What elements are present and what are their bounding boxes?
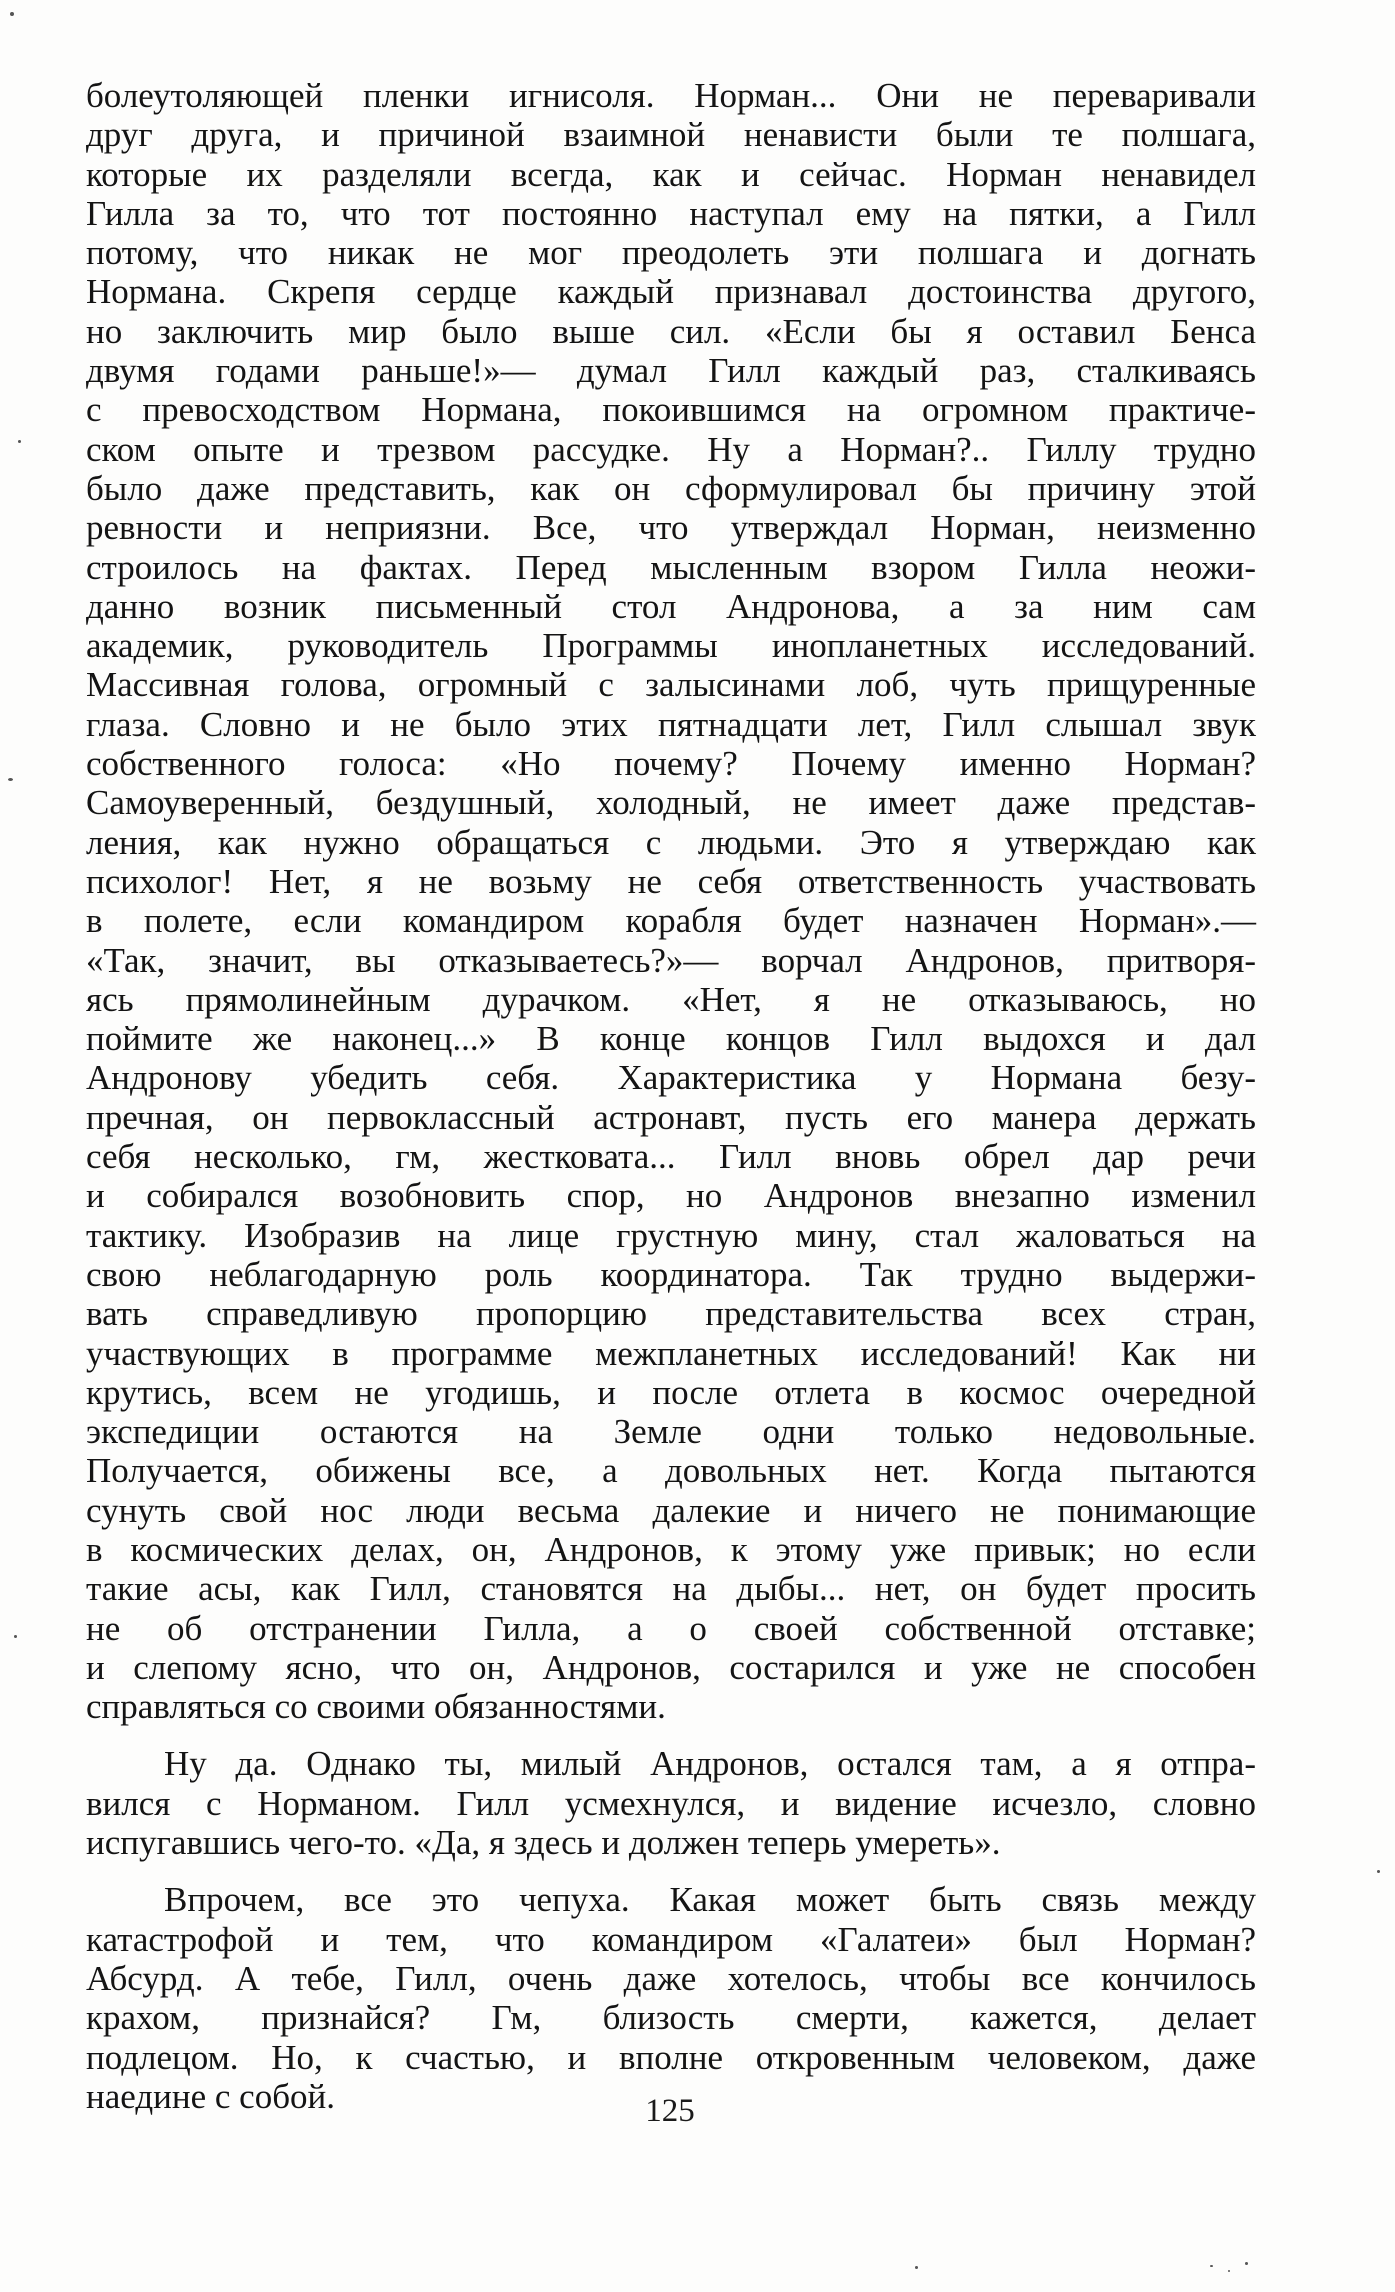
text-line: Самоуверенный, бездушный, холодный, не имеет даже представ- [86, 783, 1256, 823]
text-line: ском опыте и трезвом рассудке. Ну а Норман?.. Гиллу трудно [86, 429, 1256, 469]
text-line: ревности и неприязни. Все, что утверждал Норман, неизменно [86, 508, 1256, 548]
scan-speck [8, 778, 13, 781]
text-line: двумя годами раньше!»— думал Гилл каждый раз, сталкиваясь [86, 351, 1256, 391]
text-line: но заключить мир было выше сил. «Если бы я оставил Бенса [86, 311, 1256, 351]
text-line: Массивная голова, огромный с залысинами лоб, чуть прищуренные [86, 665, 1256, 705]
text-line: экспедиции остаются на Земле одни только недовольные. [86, 1412, 1256, 1452]
scan-speck [915, 2266, 918, 2269]
text-line: поймите же наконец...» В конце концов Гилл выдохся и дал [86, 1019, 1256, 1059]
page-number: 125 [645, 2093, 695, 2129]
paragraph [86, 1744, 1256, 1862]
text-line: вился с Норманом. Гилл усмехнулся, и видение исчезло, словно [86, 1783, 1256, 1823]
scan-speck [1210, 2265, 1213, 2267]
text-line: Абсурд. А тебе, Гилл, очень даже хотелось, чтобы все кончилось [86, 1958, 1256, 1998]
text-line: Ну да. Однако ты, милый Андронов, остался там, а я отпра- [164, 1744, 1256, 1784]
text-line: друг друга, и причиной взаимной ненависти были те полшага, [86, 115, 1256, 155]
text-line: крутись, всем не угодишь, и после отлета в космос очередной [86, 1372, 1256, 1412]
text-line: не об отстранении Гилла, а о своей собственной отставке; [86, 1608, 1256, 1648]
scan-speck [1245, 2262, 1248, 2265]
text-line: участвующих в программе межпланетных исследований! Как ни [86, 1333, 1256, 1373]
text-line: данно возник письменный стол Андронова, а за ним сам [86, 586, 1256, 626]
text-line: себя несколько, гм, жестковата... Гилл вновь обрел дар речи [86, 1137, 1256, 1177]
text-line: ясь прямолинейным дурачком. «Нет, я не отказываюсь, но [86, 979, 1256, 1019]
scan-speck [10, 12, 14, 16]
text-line: и слепому ясно, что он, Андронов, состарился и уже не способен [86, 1647, 1256, 1687]
text-line: глаза. Словно и не было этих пятнадцати лет, Гилл слышал звук [86, 704, 1256, 744]
paragraph-gap [86, 1726, 1256, 1744]
text-line: психолог! Нет, я не возьму не себя ответственность участвовать [86, 861, 1256, 901]
text-line: и собирался возобновить спор, но Андронов внезапно изменил [86, 1176, 1256, 1216]
scan-speck [14, 1635, 17, 1638]
scan-speck [1377, 1870, 1380, 1873]
text-line: потому, что никак не мог преодолеть эти полшага и догнать [86, 233, 1256, 273]
text-line: Впрочем, все это чепуха. Какая может быть связь между [164, 1880, 1256, 1920]
scan-speck [18, 440, 21, 443]
text-line: ления, как нужно обращаться с людьми. Это я утверждаю как [86, 822, 1256, 862]
text-line: крахом, признайся? Гм, близость смерти, кажется, делает [86, 1998, 1256, 2038]
text-line: с превосходством Нормана, покоившимся на огромном практиче- [86, 390, 1256, 430]
paragraph-gap [86, 1862, 1256, 1880]
paragraph [86, 76, 1256, 1726]
text-line: Нормана. Скрепя сердце каждый признавал достоинства другого, [86, 272, 1256, 312]
text-line: болеутоляющей пленки игнисоля. Норман... Они не переваривали [86, 76, 1256, 115]
text-line: строилось на фактах. Перед мысленным взором Гилла неожи- [86, 547, 1256, 587]
text-line: «Так, значит, вы отказываетесь?»— ворчал Андронов, притворя- [86, 940, 1256, 980]
text-line: Андронову убедить себя. Характеристика у Нормана безу- [86, 1058, 1256, 1098]
text-line: наедине с собой. [86, 2076, 335, 2116]
text-line: тактику. Изобразив на лице грустную мину, стал жаловаться на [86, 1215, 1256, 1255]
text-line: катастрофой и тем, что командиром «Галатеи» был Норман? [86, 1919, 1256, 1959]
text-line: Гилла за то, что тот постоянно наступал ему на пятки, а Гилл [86, 193, 1256, 233]
text-line: подлецом. Но, к счастью, и вполне откровенным человеком, даже [86, 2037, 1256, 2077]
text-line: которые их разделяли всегда, как и сейчас. Норман ненавидел [86, 154, 1256, 194]
text-line: свою неблагодарную роль координатора. Так трудно выдержи- [86, 1254, 1256, 1294]
text-line: Получается, обижены все, а довольных нет. Когда пытаются [86, 1451, 1256, 1491]
text-line: пречная, он первоклассный астронавт, пусть его манера держать [86, 1097, 1256, 1137]
text-line: в космических делах, он, Андронов, к этому уже привык; но если [86, 1529, 1256, 1569]
text-line: было даже представить, как он сформулировал бы причину этой [86, 468, 1256, 508]
text-line: такие асы, как Гилл, становятся на дыбы... нет, он будет просить [86, 1569, 1256, 1609]
text-line: справляться со своими обязанностями. [86, 1687, 666, 1727]
text-line: вать справедливую пропорцию представительства всех стран, [86, 1294, 1256, 1334]
scan-speck [1228, 2270, 1230, 2272]
body-text [86, 76, 1256, 2116]
paragraph [86, 1880, 1256, 2116]
text-line: собственного голоса: «Но почему? Почему именно Норман? [86, 744, 1256, 784]
text-line: в полете, если командиром корабля будет назначен Норман».— [86, 901, 1256, 941]
text-line: сунуть свой нос люди весьма далекие и ничего не понимающие [86, 1490, 1256, 1530]
text-line: академик, руководитель Программы инопланетных исследований. [86, 626, 1256, 666]
text-line: испугавшись чего-то. «Да, я здесь и должен теперь умереть». [86, 1823, 1001, 1863]
